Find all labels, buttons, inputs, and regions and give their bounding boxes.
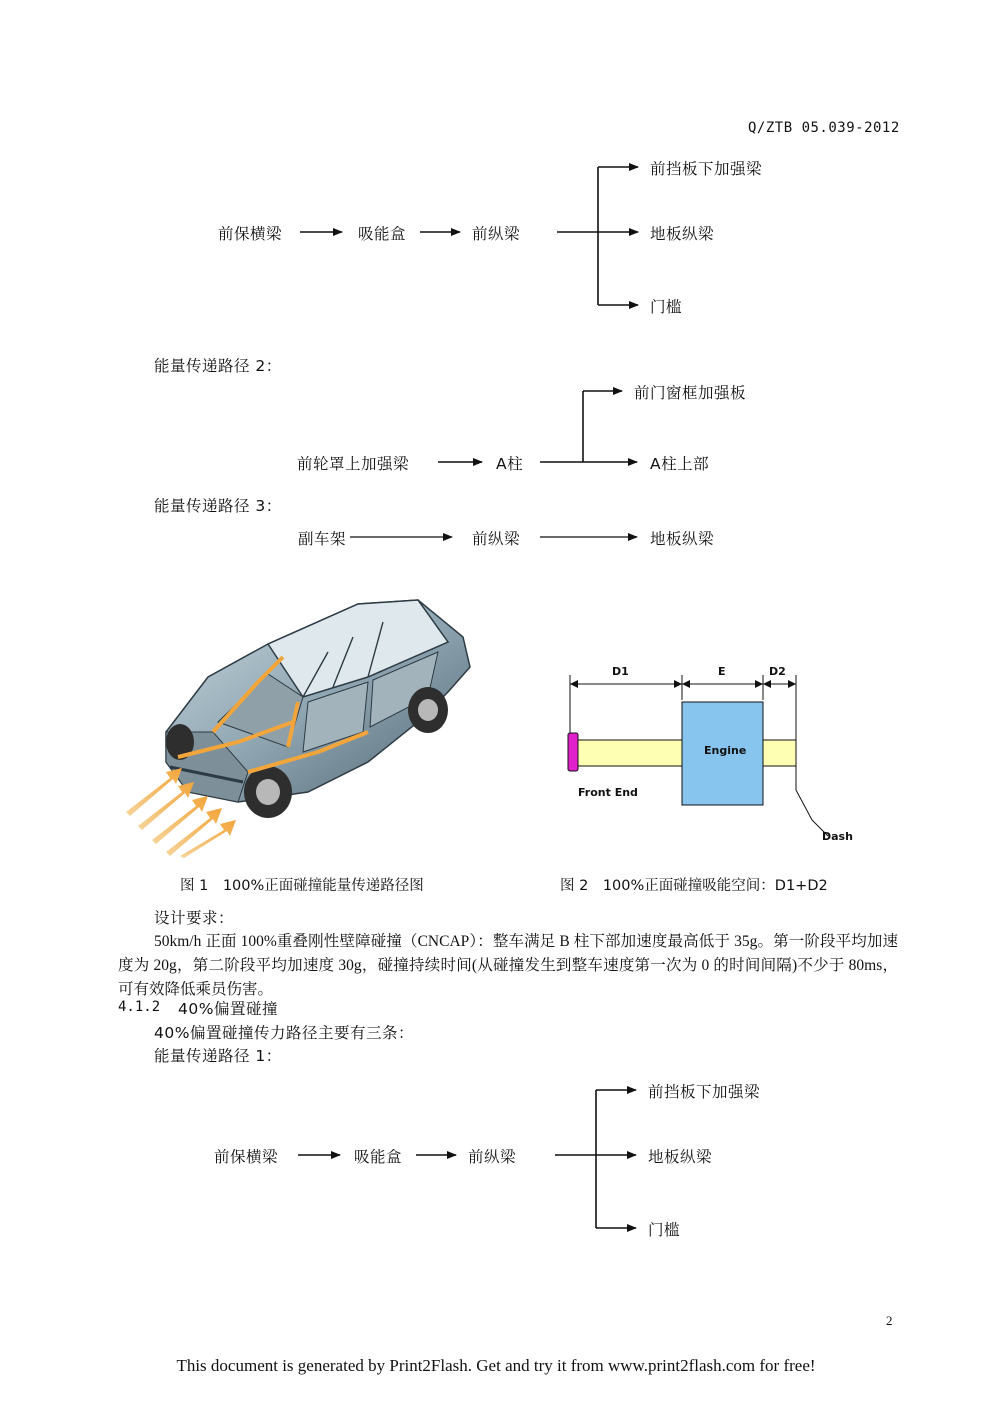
page-number: 2 [886,1313,893,1328]
flow-node: 地板纵梁 [650,530,715,548]
flow-node: 吸能盒 [354,1148,403,1166]
flow-branch: 前挡板下加强梁 [648,1083,761,1101]
section-heading: 能量传递路径 1： [154,1047,282,1065]
flow-node: 前保横梁 [218,225,283,243]
dim-e-label: E [718,665,726,678]
flow-node: 前保横梁 [214,1148,279,1166]
flow-branch: A柱上部 [650,455,710,473]
flow-branch: 地板纵梁 [648,1148,713,1166]
flow-node: 吸能盒 [358,225,407,243]
flow-branch: 前门窗框加强板 [634,384,747,402]
section-intro: 40%偏置碰撞传力路径主要有三条： [154,1024,414,1042]
section-title: 40%偏置碰撞 [178,1000,278,1018]
flow-branch: 门槛 [650,298,683,316]
section-heading: 能量传递路径 2： [154,357,282,375]
figure-2-caption: 图 2 100%正面碰撞吸能空间：D1+D2 [560,878,828,894]
flow-branch: 前挡板下加强梁 [650,160,763,178]
dim-d2-label: D2 [769,665,786,678]
section-number: 4.1.2 [118,999,161,1015]
flow-node: A柱 [496,455,524,473]
flow-node: 前纵梁 [472,530,521,548]
dash-label: Dash [822,830,853,843]
section-heading: 能量传递路径 3： [154,497,282,515]
engine-label: Engine [704,744,747,757]
footer-notice: This document is generated by Print2Flash. Get and try it from www.print2flash.com for free! [176,1356,816,1375]
flow-node: 前纵梁 [472,225,521,243]
car-body-illustration [118,582,480,858]
requirements-text: 50km/h 正面 100%重叠刚性壁障碰撞（CNCAP）：整车满足 B 柱下部加速度最高低于 35g。第一阶段平均加速度为 20g，第二阶段平均加速度 30g，碰撞持续时间(从碰撞发生到整车速度第一次为 0 的时间间隔)不少于 80ms，可有效降低乘员伤害。 [118,933,898,998]
doc-number: Q/ZTB 05.039-2012 [748,120,900,136]
front-end-label: Front End [578,786,638,799]
flow-node: 前纵梁 [468,1148,517,1166]
requirements-label: 设计要求： [154,909,235,927]
flow-branch: 门槛 [648,1221,681,1239]
flow-node: 前轮罩上加强梁 [297,455,410,473]
dim-d1-label: D1 [612,665,629,678]
figure-1-caption: 图 1 100%正面碰撞能量传递路径图 [180,878,424,894]
flow-branch: 地板纵梁 [650,225,715,243]
flow-node: 副车架 [298,530,347,548]
